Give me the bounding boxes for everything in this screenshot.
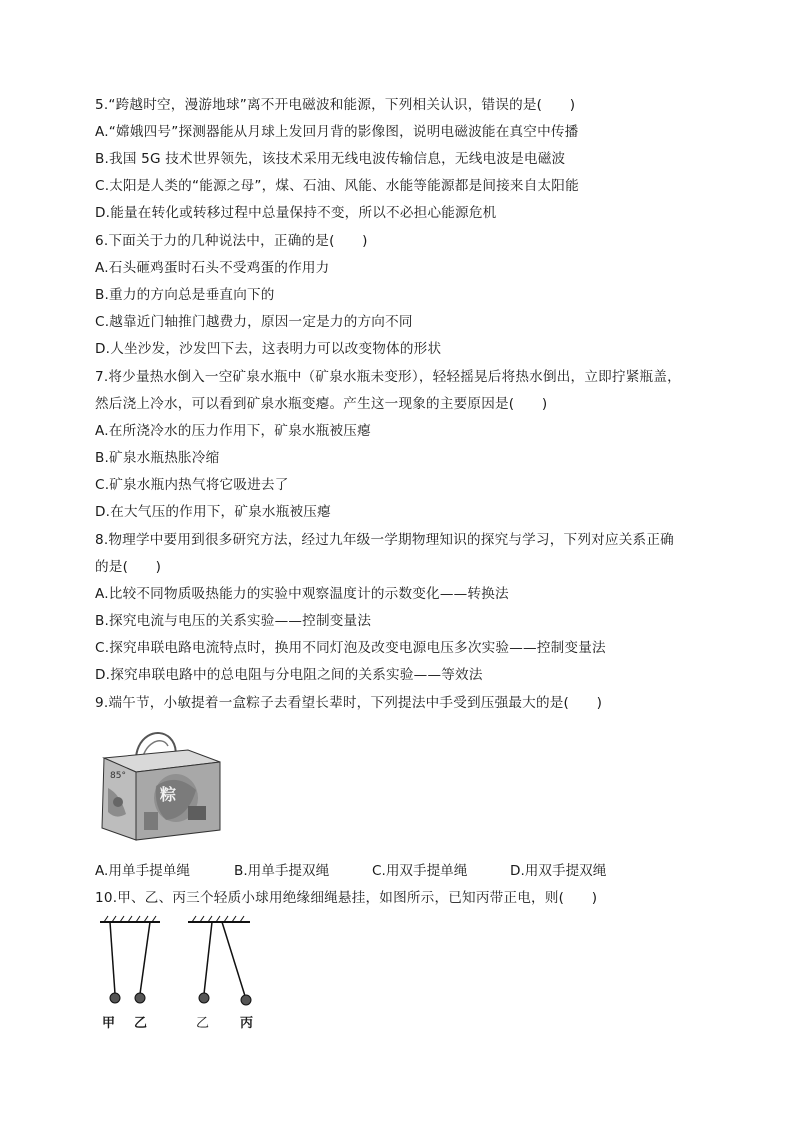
q6-stem: 6.下面关于力的几种说法中，正确的是( ) — [95, 233, 368, 249]
q6-option-a[interactable]: A.石头砸鸡蛋时石头不受鸡蛋的作用力 — [95, 260, 330, 276]
label-bing: 丙 — [240, 1016, 254, 1031]
q8-option-c[interactable]: C.探究串联电路电流特点时，换用不同灯泡及改变电源电压多次实验——控制变量法 — [95, 640, 606, 656]
q8-option-a[interactable]: A.比较不同物质吸热能力的实验中观察温度计的示数变化——转换法 — [95, 586, 509, 602]
q9-option-c[interactable]: C.用双手提单绳 — [372, 863, 468, 879]
q8-stem-line2: 的是( ) — [95, 559, 162, 575]
q5-option-c[interactable]: C.太阳是人类的“能源之母”，煤、石油、风能、水能等能源都是间接来自太阳能 — [95, 178, 579, 194]
q8-option-b[interactable]: B.探究电流与电压的关系实验——控制变量法 — [95, 613, 372, 629]
hanging-balls-figure-right — [186, 914, 266, 1034]
q9-option-d[interactable]: D.用双手提双绳 — [510, 863, 607, 879]
svg-text:粽: 粽 — [160, 785, 177, 804]
q6-option-d[interactable]: D.人坐沙发，沙发凹下去，这表明力可以改变物体的形状 — [95, 341, 442, 357]
q8-stem-line1: 8.物理学中要用到很多研究方法，经过九年级一学期物理知识的探究与学习，下列对应关系正确 — [95, 532, 674, 548]
hanging-balls-figure-left — [96, 914, 166, 1034]
q9-option-b[interactable]: B.用单手提双绳 — [234, 863, 330, 879]
q8-option-d[interactable]: D.探究串联电路中的总电阻与分电阻之间的关系实验——等效法 — [95, 667, 483, 683]
q7-stem-line1: 7.将少量热水倒入一空矿泉水瓶中（矿泉水瓶未变形），轻轻摇晃后将热水倒出，立即拧紧瓶盖， — [95, 369, 681, 385]
label-yi-right: 乙 — [196, 1016, 210, 1031]
svg-text:85°: 85° — [110, 771, 126, 781]
q5-option-b[interactable]: B.我国 5G 技术世界领先，该技术采用无线电波传输信息，无线电波是电磁波 — [95, 151, 566, 167]
q7-stem-line2: 然后浇上冷水，可以看到矿泉水瓶变瘪。产生这一现象的主要原因是( ) — [95, 396, 548, 412]
q6-option-c[interactable]: C.越靠近门轴推门越费力，原因一定是力的方向不同 — [95, 314, 413, 330]
label-yi-left: 乙 — [134, 1016, 148, 1031]
zongzi-gift-box-illustration — [96, 728, 226, 846]
q7-option-b[interactable]: B.矿泉水瓶热胀冷缩 — [95, 450, 220, 466]
q6-option-b[interactable]: B.重力的方向总是垂直向下的 — [95, 287, 275, 303]
q5-stem: 5.“跨越时空，漫游地球”离不开电磁波和能源，下列相关认识，错误的是( ) — [95, 97, 576, 113]
label-jia: 甲 — [102, 1016, 116, 1031]
q7-option-d[interactable]: D.在大气压的作用下，矿泉水瓶被压瘪 — [95, 504, 331, 520]
q10-stem: 10.甲、乙、丙三个轻质小球用绝缘细绳悬挂，如图所示，已知丙带正电，则( ) — [95, 890, 598, 906]
q5-option-a[interactable]: A.“嫦娥四号”探测器能从月球上发回月背的影像图，说明电磁波能在真空中传播 — [95, 124, 579, 140]
q7-option-a[interactable]: A.在所浇冷水的压力作用下，矿泉水瓶被压瘪 — [95, 423, 371, 439]
q9-stem: 9.端午节，小敏提着一盒粽子去看望长辈时，下列提法中手受到压强最大的是( ) — [95, 695, 603, 711]
q7-option-c[interactable]: C.矿泉水瓶内热气将它吸进去了 — [95, 477, 289, 493]
q5-option-d[interactable]: D.能量在转化或转移过程中总量保持不变，所以不必担心能源危机 — [95, 205, 497, 221]
q9-option-a[interactable]: A.用单手提单绳 — [95, 863, 190, 879]
